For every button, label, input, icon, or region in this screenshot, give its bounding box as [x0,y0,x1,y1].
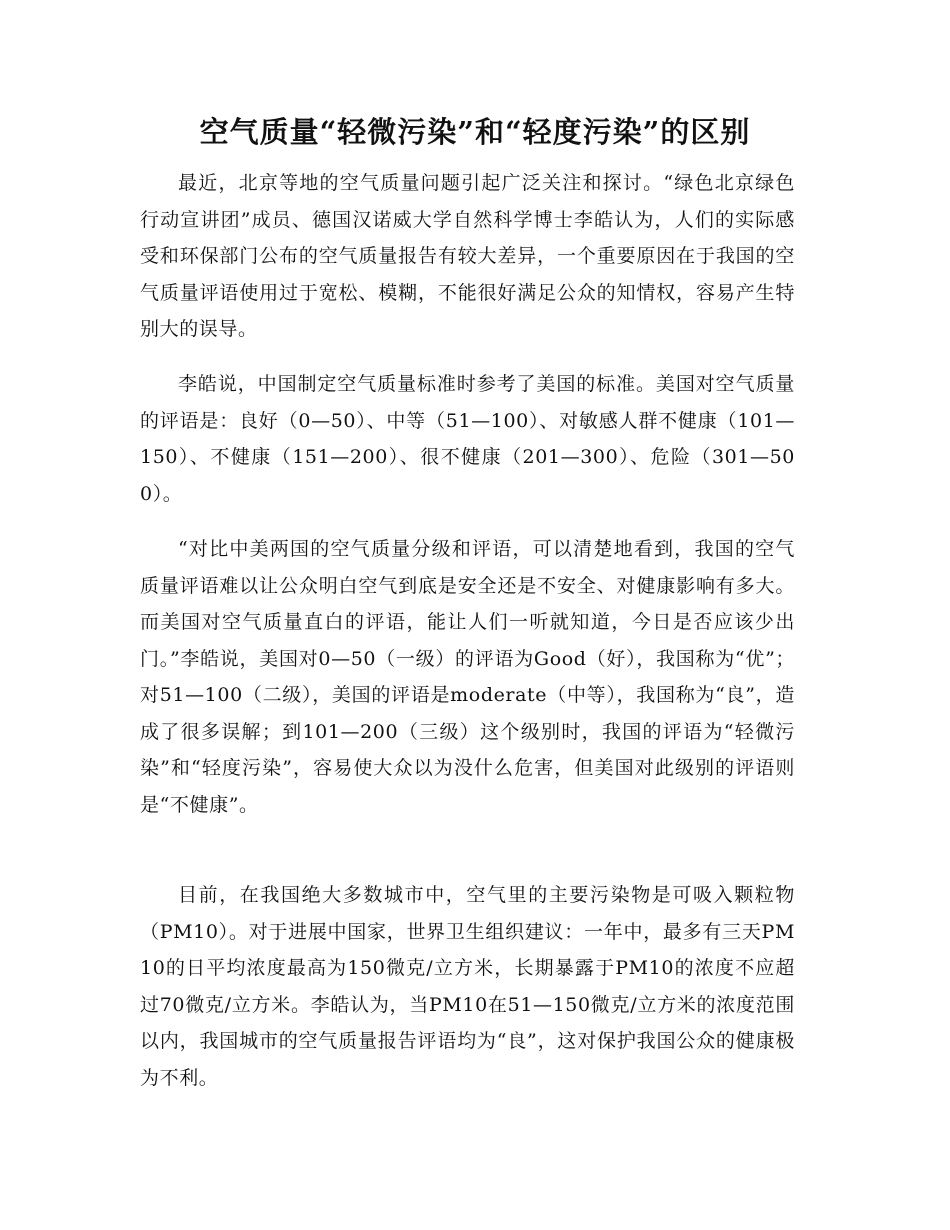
paragraph-2: 李皓说，中国制定空气质量标准时参考了美国的标准。美国对空气质量的评语是：良好（0—50）、中等（51—100）、对敏感人群不健康（101—150）、不健康（151—200）、很不健康（201—300）、危险（301—500）。 [140,373,795,505]
paragraph-4: 目前，在我国绝大多数城市中，空气里的主要污染物是可吸入颗粒物（PM10）。对于进展中国家，世界卫生组织建议：一年中，最多有三天PM10的日平均浓度最高为150微克/立方米，长期暴露于PM10的浓度不应超过70微克/立方米。李皓认为，当PM10在51—150微克/立方米的浓度范围以内，我国城市的空气质量报告评语均为“良”，这对保护我国公众的健康极为不利。 [140,884,795,1089]
paragraph-3: “对比中美两国的空气质量分级和评语，可以清楚地看到，我国的空气质量评语难以让公众明白空气到底是安全还是不安全、对健康影响有多大。而美国对空气质量直白的评语，能让人们一听就知道，今日是否应该少出门。”李皓说，美国对0—50（一级）的评语为Good（好），我国称为“优”；对51—100（二级），美国的评语是moderate（中等），我国称为“良”，造成了很多误解；到101—200（三级）这个级别时，我国的评语为“轻微污染”和“轻度污染”，容易使大众以为没什么危害，但美国对此级别的评语则是“不健康”。 [140,538,795,816]
paragraph-1: 最近，北京等地的空气质量问题引起广泛关注和探讨。“绿色北京绿色行动宣讲团”成员、德国汉诺威大学自然科学博士李皓认为，人们的实际感受和环保部门公布的空气质量报告有较大差异，一个重要原因在于我国的空气质量评语使用过于宽松、模糊，不能很好满足公众的知情权，容易产生特别大的误导。 [140,172,795,340]
document-title: 空气质量“轻微污染”和“轻度污染”的区别 [199,115,751,149]
